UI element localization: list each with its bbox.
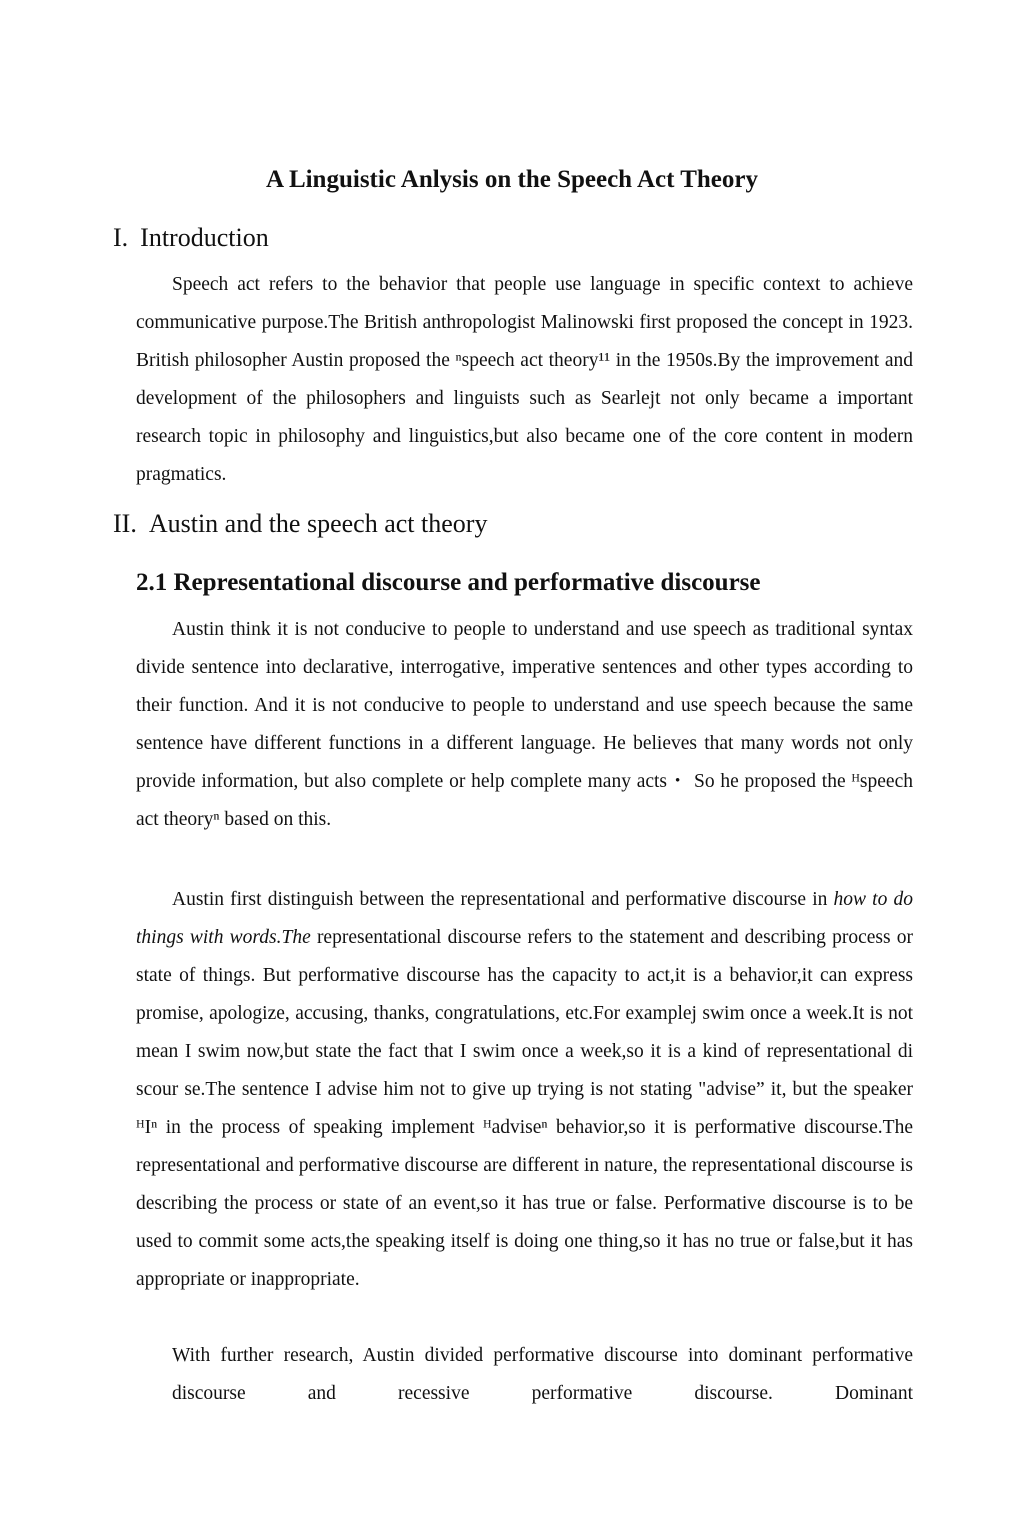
section-title: Austin and the speech act theory: [148, 509, 488, 538]
body-paragraph-3: [172, 1337, 913, 1413]
subsection-heading-2-1: 2.1 Representational discourse and performative discourse: [136, 569, 761, 596]
document-title: A Linguistic Anlysis on the Speech Act Theory: [266, 166, 758, 193]
book-title-italic: how to do things with words.The: [136, 889, 913, 948]
section-heading-austin: [113, 508, 487, 540]
section-title: Introduction: [140, 223, 269, 252]
section-heading-introduction: [113, 222, 269, 254]
body-paragraph-1: [136, 611, 913, 839]
section-number: I.: [113, 223, 129, 252]
paragraph-text: Austin think it is not conducive to people to understand and use speech as traditional syntax divide sentence into declarative, interrogative, imperative sentences and other types according to their function. And it is not conducive to people to understand and use speech because the same sentence have different functions in a different language. He believes that many words not only provide information, but also complete or help complete many acts・ So he proposed the ᴴspeech act theoryⁿ based on this.: [136, 619, 913, 830]
body-paragraph-2: [136, 881, 913, 1299]
introduction-paragraph: [136, 266, 913, 494]
paragraph-text: Speech act refers to the behavior that people use language in specific context to achieve communicative purpose.The British anthropologist Malinowski first proposed the concept in 1923. British philosopher Austin proposed the ⁿspeech act theory¹¹ in the 1950s.By the improvement and development of the philosophers and linguists such as Searlejt not only became a important research topic in philosophy and linguistics,but also became one of the core content in modern pragmatics.: [136, 274, 913, 485]
paragraph-text: With further research, Austin divided performative discourse into dominant performative discourse and recessive performative discourse. Dominant: [172, 1345, 913, 1404]
section-number: II.: [113, 509, 137, 538]
paragraph-text: representational discourse refers to the statement and describing process or state of things. But performative discourse has the capacity to act,it is a behavior,it can express promise, apologize, accusing, thanks, congratulations, etc.For examplej swim once a week.It is not mean I swim now,but state the fact that I swim once a week,so it is a kind of representational di scour se.The sentence I advise him not to give up trying is not stating "advise” it, but the speaker ᴴIⁿ in the process of speaking implement ᴴadviseⁿ behavior,so it is performative discourse.The representational and performative discourse are different in nature, the representational discourse is describing the process or state of an event,so it has true or false. Performative discourse is to be used to commit some acts,the speaking itself is doing one thing,so it has no true or false,but it has appropriate or inappropriate.: [136, 927, 914, 1290]
paragraph-text: Austin first distinguish between the representational and performative discourse in: [172, 889, 828, 910]
